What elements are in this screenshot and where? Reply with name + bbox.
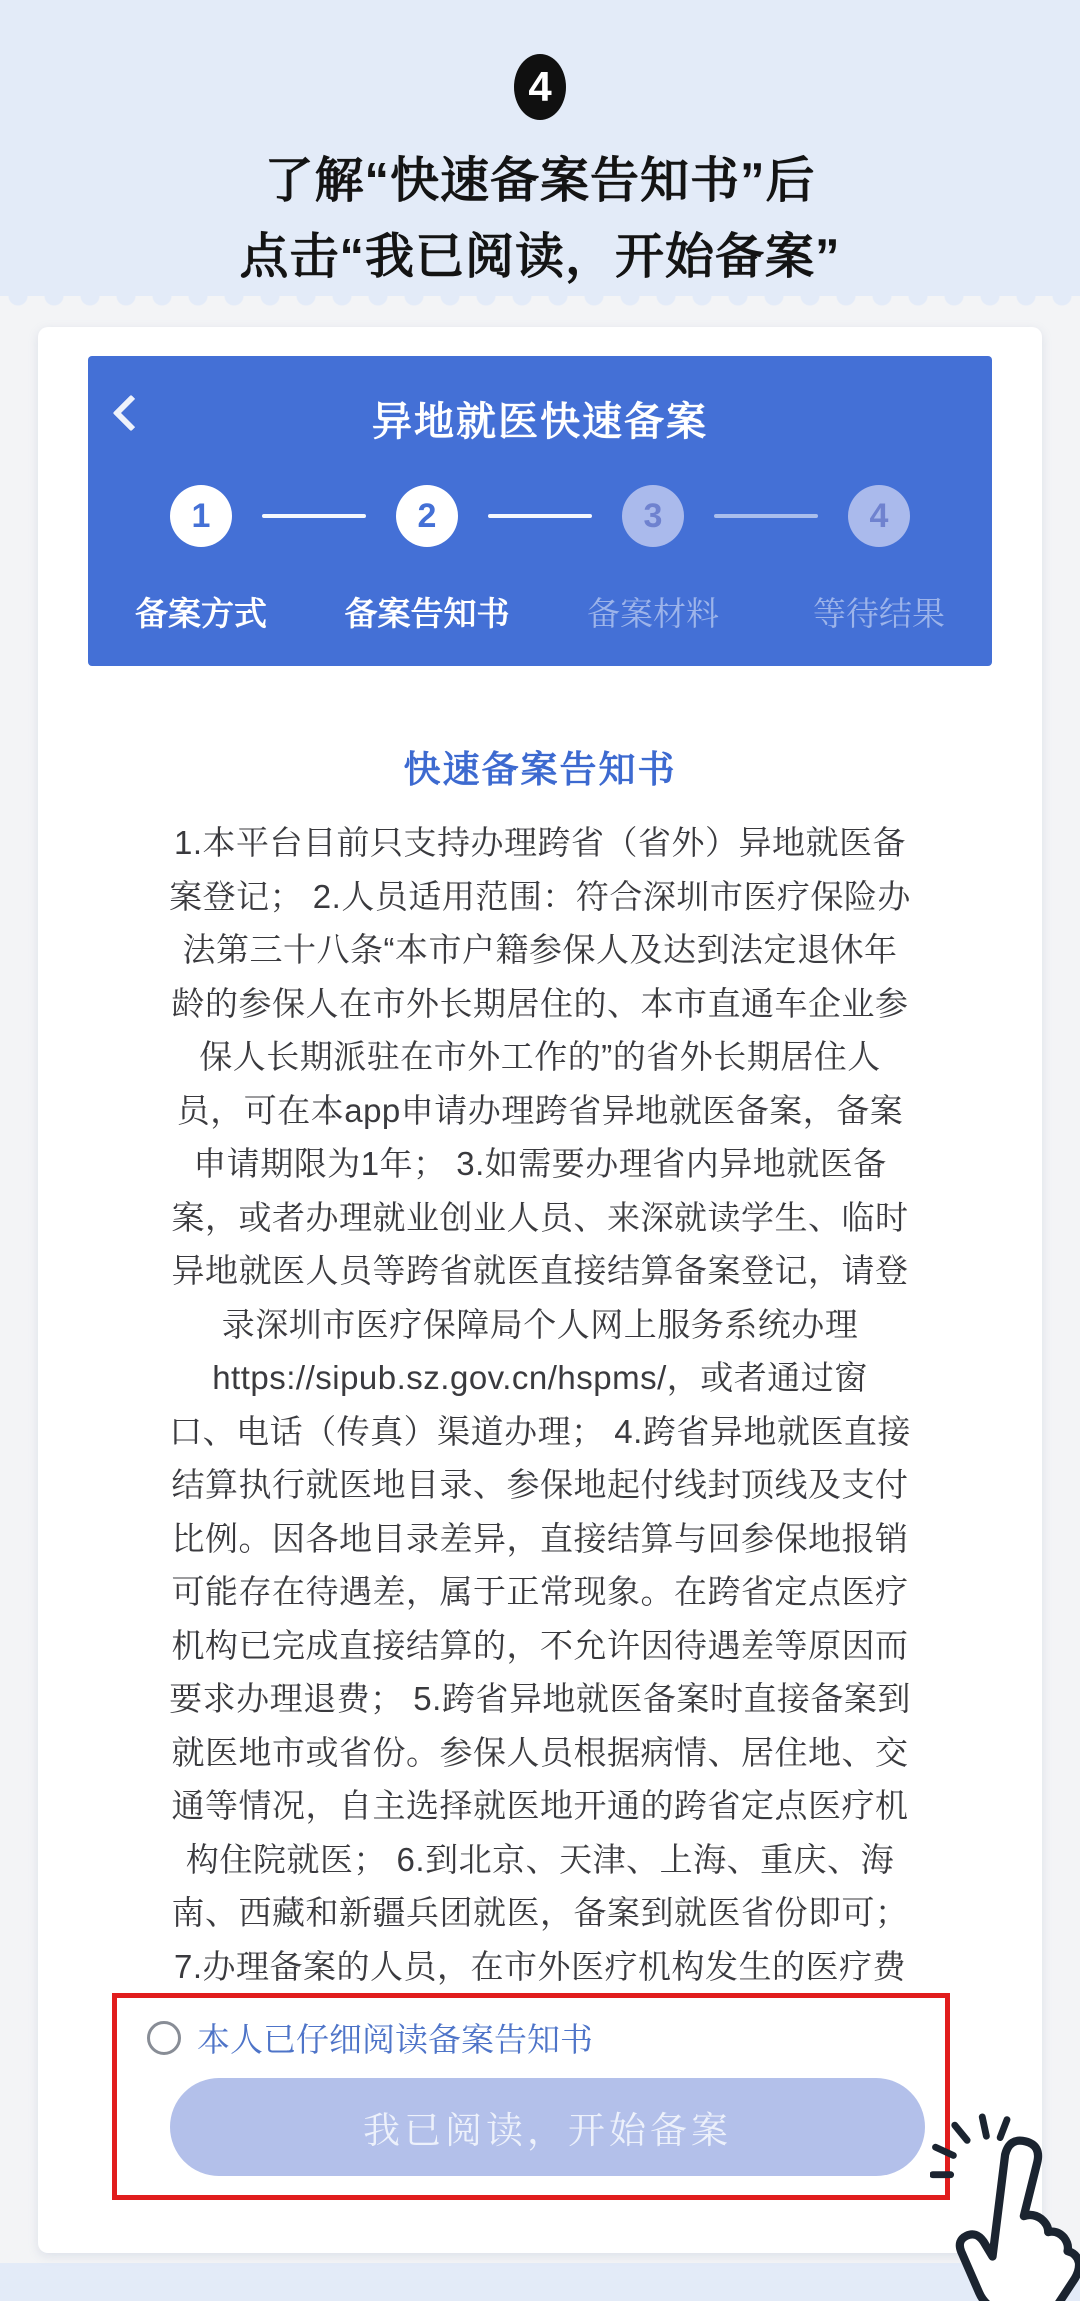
notice-line: 通等情况，自主选择就医地开通的跨省定点医疗机 <box>171 1787 909 1825</box>
step-connector-1-2 <box>262 514 366 518</box>
notice-line: 结算执行就医地目录、参保地起付线封顶线及支付 <box>171 1466 909 1504</box>
step-number-badge: 4 <box>514 54 566 120</box>
notice-line: 案，或者办理就业创业人员、来深就读学生、临时 <box>171 1198 909 1236</box>
wizard-step-labels <box>88 588 992 635</box>
app-screenshot-card <box>38 327 1042 2253</box>
scallop-divider <box>0 296 1080 312</box>
tap-hand-icon <box>930 2112 1080 2301</box>
notice-line: 比例。因各地目录差异，直接结算与回参保地报销 <box>171 1519 909 1557</box>
notice-line: 就医地市或省份。参保人员根据病情、居住地、交 <box>171 1733 909 1771</box>
notice-line: https://sipub.sz.gov.cn/hspms/，或者通过窗 <box>212 1359 868 1397</box>
notice-line: 员，可在本app申请办理跨省异地就医备案，备案 <box>176 1091 904 1129</box>
agreement-radio-row[interactable] <box>147 2014 593 2061</box>
step-circle-1: 1 <box>170 485 232 547</box>
step-connector-2-3 <box>488 514 592 518</box>
notice-line: 南、西藏和新疆兵团就医，备案到就医省份即可； <box>171 1894 909 1932</box>
notice-line: 异地就医人员等跨省就医直接结算备案登记，请登 <box>171 1252 909 1290</box>
notice-body <box>88 814 992 1991</box>
notice-line: 申请期限为1年； 3.如需要办理省内异地就医备 <box>193 1145 887 1183</box>
step-circle-4: 4 <box>848 485 910 547</box>
step-label-2: 备案告知书 <box>344 595 510 632</box>
notice-line: 保人长期派驻在市外工作的”的省外长期居住人 <box>199 1038 881 1076</box>
notice-line: 法第三十八条“本市户籍参保人及达到法定退休年 <box>182 931 898 969</box>
start-registration-button[interactable]: 我已阅读，开始备案 <box>170 2078 925 2176</box>
tutorial-heading-line2: 点击“我已阅读，开始备案” <box>239 230 841 284</box>
notice-line: 案登记； 2.人员适用范围：符合深圳市医疗保险办 <box>169 877 911 915</box>
notice-line: 要求办理退费； 5.跨省异地就医备案时直接备案到 <box>169 1680 911 1718</box>
app-title: 异地就医快速备案 <box>372 400 708 444</box>
agreement-radio-label[interactable]: 本人已仔细阅读备案告知书 <box>197 2021 593 2058</box>
step-label-3: 备案材料 <box>587 595 719 632</box>
tutorial-heading-line1: 了解“快速备案告知书”后 <box>264 154 816 208</box>
step-connector-3-4 <box>714 514 818 518</box>
notice-line: 可能存在待遇差，属于正常现象。在跨省定点医疗 <box>171 1573 909 1611</box>
step-label-1: 备案方式 <box>135 595 267 632</box>
notice-line: 1.本平台目前只支持办理跨省（省外）异地就医备 <box>173 824 907 862</box>
highlight-red-box <box>112 1993 950 2200</box>
notice-line: 7.办理备案的人员，在市外医疗机构发生的医疗费 <box>173 1947 907 1985</box>
step-circle-3: 3 <box>622 485 684 547</box>
notice-line: 录深圳市医疗保障局个人网上服务系统办理 <box>221 1305 859 1343</box>
notice-line: 龄的参保人在市外长期居住的、本市直通车企业参 <box>171 984 909 1022</box>
bottom-background-band <box>0 2263 1080 2301</box>
app-header <box>88 356 992 666</box>
notice-line: 构住院就医； 6.到北京、天津、上海、重庆、海 <box>185 1840 895 1878</box>
step-label-4: 等待结果 <box>813 595 945 632</box>
agreement-radio-button[interactable] <box>147 2021 181 2055</box>
notice-line: 机构已完成直接结算的，不允许因待遇差等原因而 <box>171 1626 909 1664</box>
notice-line: 口、电话（传真）渠道办理； 4.跨省异地就医直接 <box>169 1412 911 1450</box>
notice-title: 快速备案告知书 <box>403 749 677 790</box>
step-circle-2: 2 <box>396 485 458 547</box>
